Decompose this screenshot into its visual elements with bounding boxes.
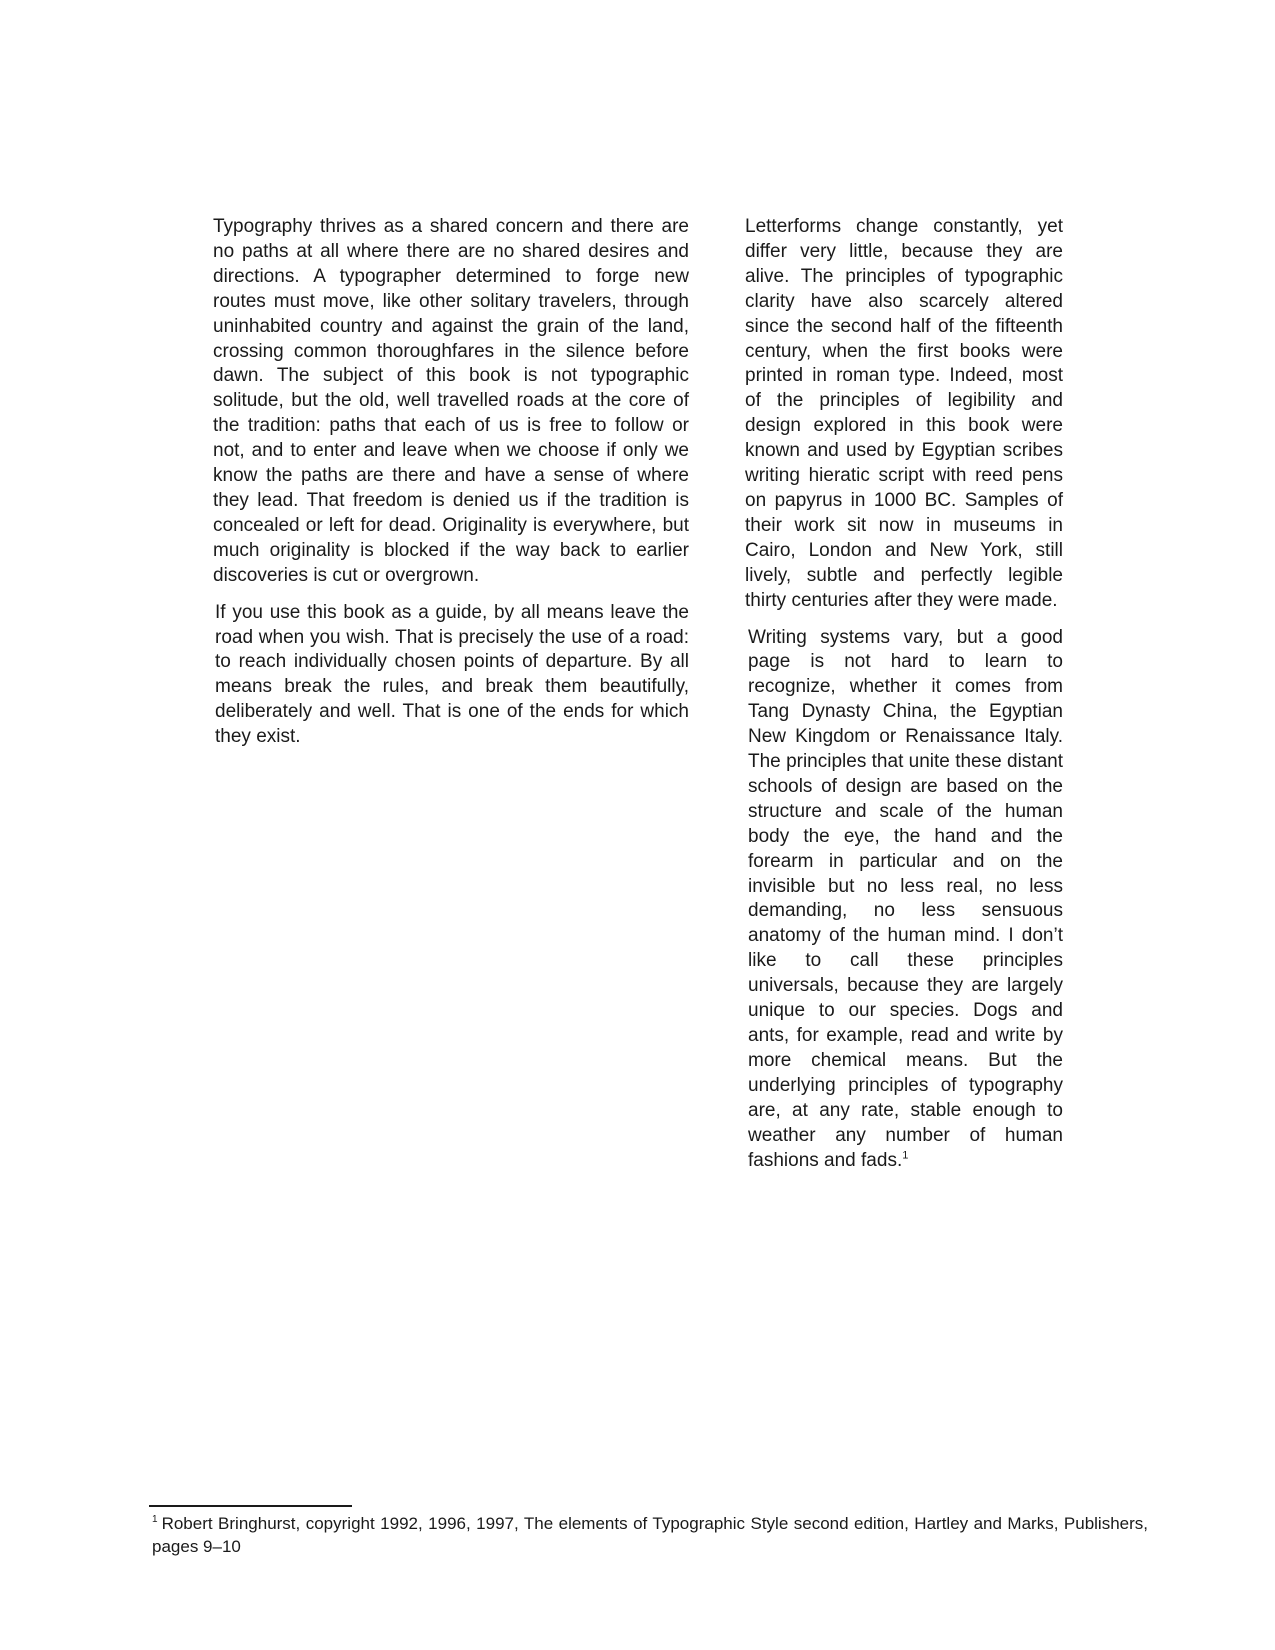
body-paragraph: Letterforms change constantly, yet differ very little, because they are alive. The principles of typographic clarity have also scarcely altered since the second half of the fifteenth century, when the first books were printed in roman type. Indeed, most of the principles of legibility and design explored in this book were known and used by Egyptian scribes writing hieratic script with reed pens on papyrus in 1000 BC. Samples of their work sit now in museums in Cairo, London and New York, still lively, subtle and perfectly legible thirty centuries after they were made. — [745, 216, 1063, 611]
body-paragraph — [748, 626, 1063, 1174]
footnote-separator — [149, 1505, 352, 1507]
body-paragraph: If you use this book as a guide, by all means leave the road when you wish. That is precisely the use of a road: to reach individually chosen points of departure. By all means break the rules, and break them beautifully, deliberately and well. That is one of the ends for which they exist. — [215, 601, 689, 748]
left-column — [213, 215, 689, 750]
footnote-reference[interactable]: 1 — [902, 1149, 909, 1162]
paragraph-text: Writing systems vary, but a good page is not hard to learn to recognize, whether it comes from Tang Dynasty China, the Egyptian New Kingdom or Renaissance Italy. The principles that unite these distant schools of design are based on the structure and scale of the human body the eye, the hand and the forearm in particular and on the invisible but no less real, no less demanding, no less sensuous anatomy of the human mind. I don’t like to call these principles universals, because they are largely unique to our species. Dogs and ants, for example, read and write by more chemical means. But the underlying principles of typography are, at any rate, stable enough to weather any number of human fashions and fads. — [748, 626, 1063, 1171]
right-column — [745, 215, 1063, 1173]
footnote-text: Robert Bringhurst, copyright 1992, 1996, 1997, The elements of Typographic Style second edition, Hartley and Marks, Publishers, pages 9–10 — [152, 1514, 1148, 1556]
footnote — [152, 1513, 1148, 1558]
footnote-marker: 1 — [152, 1514, 158, 1526]
body-paragraph: Typography thrives as a shared concern and there are no paths at all where there are no shared desires and directions. A typographer determined to forge new routes must move, like other solitary travelers, through uninhabited country and against the grain of the land, crossing common thoroughfares in the silence before dawn. The subject of this book is not typographic solitude, but the old, well travelled roads at the core of the tradition: paths that each of us is free to follow or not, and to enter and leave when we choose if only we know the paths are there and have a sense of where they lead. That freedom is denied us if the tradition is concealed or left for dead. Originality is everywhere, but much originality is blocked if the way back to earlier discoveries is cut or overgrown. — [213, 216, 689, 586]
